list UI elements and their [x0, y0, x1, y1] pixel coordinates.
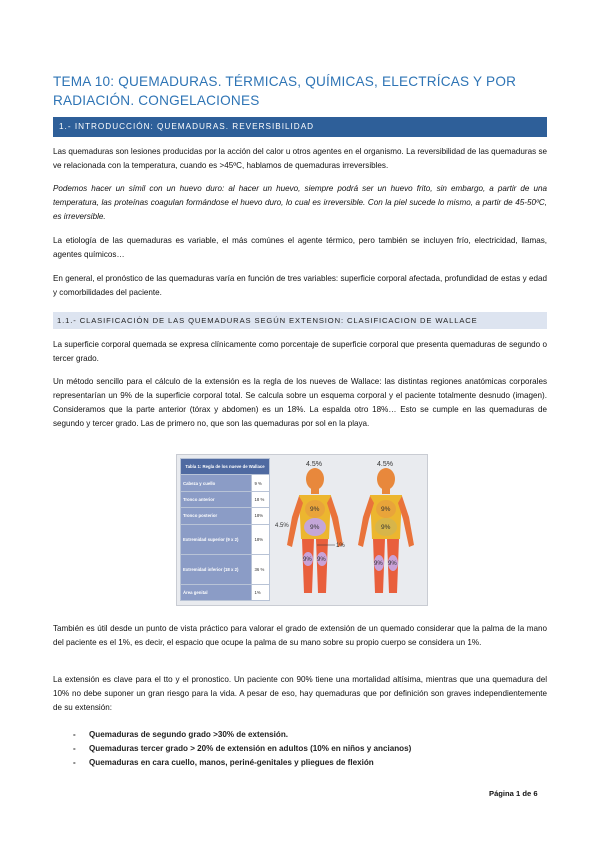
wallace-row-label: Cabeza y cuello: [181, 475, 252, 491]
section-heading-introduccion: 1.- INTRODUCCIÓN: QUEMADURAS. REVERSIBILIDAD: [53, 117, 547, 137]
label-arm-front: 4.5%: [275, 523, 289, 529]
list-item: [53, 728, 547, 742]
paragraph-pronostico: En general, el pronóstico de las quemaduras varía en función de tres variables: superficie corporal afectada, profundidad de estas y edad y comorbilidades del paciente.: [53, 274, 547, 297]
body-diagram: [273, 457, 427, 603]
label-upper-back: 9%: [381, 506, 391, 513]
label-abdomen: 9%: [310, 524, 320, 531]
list-bullet: -: [73, 744, 76, 753]
body-back: [358, 461, 414, 593]
list-item: [53, 756, 547, 770]
paragraph-superficie: La superficie corporal quemada se expresa clínicamente como porcentaje de superficie corporal que presenta quemaduras de segundo o tercer grado.: [53, 340, 547, 363]
wallace-figure: [176, 454, 428, 606]
wallace-row-label: Extremidad superior (9 x 2): [181, 524, 252, 554]
wallace-row-label: Extremidad inferior (18 x 2): [181, 554, 252, 584]
label-leg-front-right: 9%: [317, 557, 326, 563]
list-item-text: Quemaduras de segundo grado >30% de extensión.: [89, 730, 289, 739]
title-line-2: RADIACIÓN. CONGELACIONES: [53, 93, 260, 108]
wallace-row-value: 18%: [252, 508, 270, 524]
list-item-text: Quemaduras tercer grado > 20% de extensión en adultos (10% en niños y ancianos): [89, 744, 412, 753]
label-lower-back: 9%: [381, 524, 391, 531]
title-line-1: TEMA 10: QUEMADURAS. TÉRMICAS, QUÍMICAS, ELECTRÍCAS Y POR: [53, 74, 517, 89]
list-item: [53, 742, 547, 756]
section-heading-clasificacion: 1.1.- CLASIFICACIÓN DE LAS QUEMADURAS SEGÚN EXTENSION: CLASIFICACION DE WALLACE: [53, 312, 547, 329]
wallace-table: [180, 458, 270, 601]
wallace-row-label: Tronco posterior: [181, 508, 252, 524]
label-leg-back-left: 9%: [374, 561, 383, 567]
label-genital: 1%: [336, 543, 345, 549]
label-head-back: 4.5%: [377, 461, 393, 468]
paragraph-simil-huevo: Podemos hacer un símil con un huevo duro: al hacer un huevo, siempre podrá ser un huevo frito, sin embargo, a partir de una temperatura, las proteínas coagulan formándose el huevo duro, lo cual es irreversible. Con la piel sucede lo mismo, a partir de 45-50ºC, es irreversible.: [53, 184, 547, 221]
wallace-row-value: 9 %: [252, 475, 270, 491]
wallace-row-value: 36 %: [252, 554, 270, 584]
paragraph-extension-clave: La extensión es clave para el tto y el pronostico. Un paciente con 90% tiene una mortalidad altísima, mientras que una quemadura del 10% no debe suponer un gran riesgo para la vida. A pesar de eso, hay quemaduras que por definición son graves independientemente de su extensión:: [53, 675, 547, 712]
list-quemaduras-graves: [53, 728, 547, 770]
wallace-row-value: 18%: [252, 524, 270, 554]
wallace-row-value: 18 %: [252, 491, 270, 507]
wallace-row-label: Tronco anterior: [181, 491, 252, 507]
wallace-table-header: Tabla 1: Regla de los nueve de Wallace: [181, 459, 270, 475]
paragraph-etiologia: La etiología de las quemaduras es variable, el más comúnes el agente térmico, pero también se incluyen frío, electricidad, llamas, agentes químicos…: [53, 236, 547, 259]
wallace-row-label: Área genital: [181, 584, 252, 600]
page-number: Página 1 de 6: [489, 789, 538, 798]
label-chest: 9%: [310, 506, 320, 513]
body-front: [275, 461, 345, 593]
list-bullet: -: [73, 730, 76, 739]
list-bullet: -: [73, 758, 76, 767]
paragraph-palma-mano: También es útil desde un punto de vista práctico para valorar el grado de extensión de un quemado considerar que la palma de la mano del paciente es el 1%, es decir, el espacio que ocupe la palma de su mano sobre su propio cuerpo se considera un 1%.: [53, 624, 547, 647]
list-item-text: Quemaduras en cara cuello, manos, periné-genitales y pliegues de flexión: [89, 758, 374, 767]
paragraph-definicion: Las quemaduras son lesiones producidas por la acción del calor u otros agentes en el organismo. La reversibilidad de las quemaduras se ve relacionada con la temperatura, cuando es >45ºC, hablamos de quemaduras irreversibles.: [53, 147, 547, 170]
label-leg-front-left: 9%: [303, 557, 312, 563]
label-head-front: 4.5%: [306, 461, 322, 468]
paragraph-regla-nueves: Un método sencillo para el cálculo de la extensión es la regla de los nueves de Wallace: las distintas regiones anatómicas corporales representarían un 9% de la superficie corporal total. Se calcula sobre un esquema corporal y el paciente totalmente desnudo (imagen). Consideramos que la parte anterior (tórax y abdomen) es un 18%. La espalda otro 18%… Esto se cumple en las quemaduras de segundo y tercer grado. Las de primero no, que son las quemaduras por sol en la playa.: [53, 377, 547, 428]
wallace-row-value: 1%: [252, 584, 270, 600]
label-leg-back-right: 9%: [388, 561, 397, 567]
document-title: [53, 72, 547, 110]
